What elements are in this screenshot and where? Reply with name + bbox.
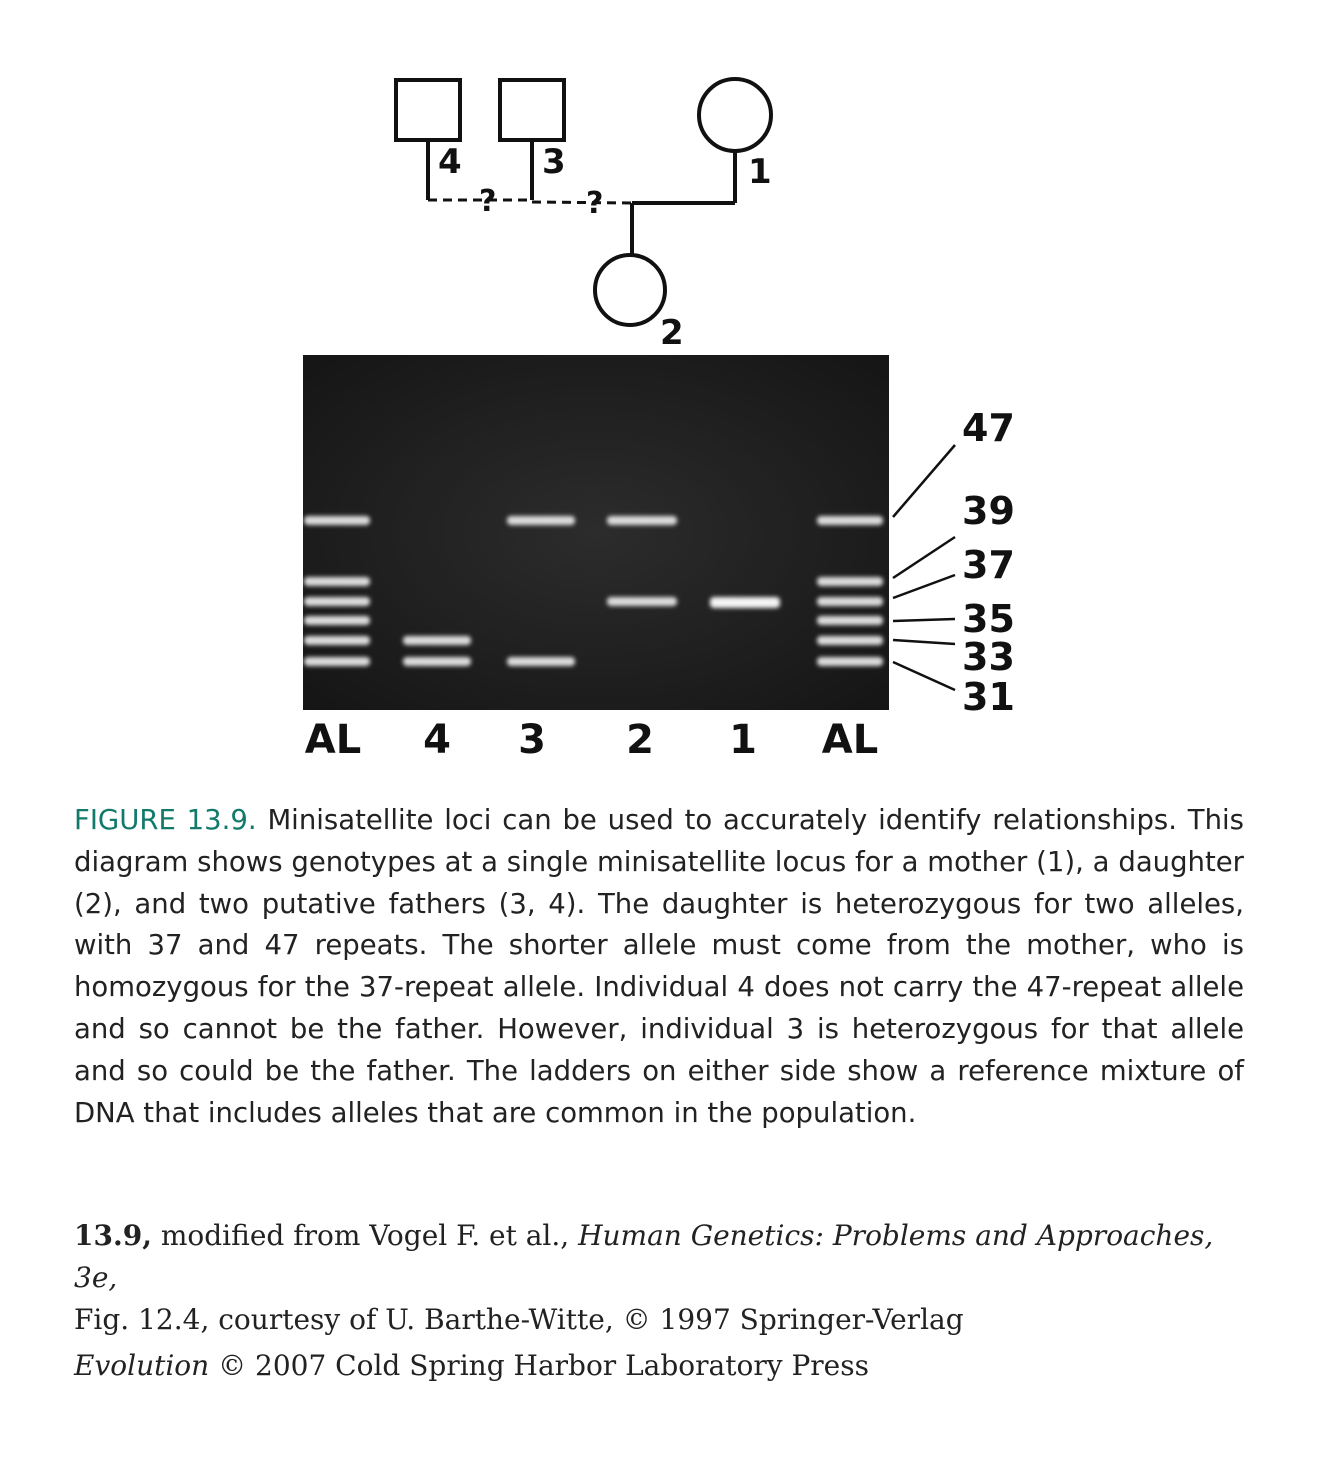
size-label-31: 31 xyxy=(962,675,1015,719)
footer-rest: © 2007 Cold Spring Harbor Laboratory Press xyxy=(209,1349,869,1382)
individual-4-label: 4 xyxy=(438,142,462,182)
lane-label-4: 4 xyxy=(423,717,451,763)
figure-caption xyxy=(74,800,1244,1134)
credit-pre: modified from Vogel F. et al., xyxy=(151,1219,579,1252)
gel-band-lane-1-3 xyxy=(304,597,370,606)
gel-band-lane-1-4 xyxy=(304,616,370,625)
size-label-39: 39 xyxy=(962,489,1015,533)
gel-band-lane-1-6 xyxy=(304,657,370,666)
lane-label-3: 3 xyxy=(518,717,546,763)
size-label-35: 35 xyxy=(962,597,1015,641)
gel-band-lane-3-2 xyxy=(507,657,575,666)
gel-band-lane-2-1 xyxy=(403,636,471,645)
size-leader-line-37 xyxy=(893,575,955,598)
size-leader-lines xyxy=(893,445,955,690)
gel-background xyxy=(303,355,889,710)
individual-1-label: 1 xyxy=(748,152,772,192)
gel-band-lane-1-5 xyxy=(304,636,370,645)
gel-band-lane-6-4 xyxy=(817,616,883,625)
size-leader-line-31 xyxy=(893,662,955,690)
caption-text: Minisatellite loci can be used to accurately identify relationships. This diagram shows genotypes at a single minisatellite locus for a mother (1), a daughter (2), and two putative fathers (3, 4). The daughter is heterozygous for two alleles, with 37 and 47 repeats. The shorter allele must come from the mother, who is homozygous for the 37-repeat allele. Individual 4 does not carry the 47-repeat allele and so cannot be the father. However, individual 3 is heterozygous for that allele and so could be the father. The ladders on either side show a reference mixture of DNA that includes alleles that are common in the population. xyxy=(74,804,1244,1129)
size-label-47: 47 xyxy=(962,406,1015,450)
gel-band-lane-3-1 xyxy=(507,516,575,525)
lane-label-1: 1 xyxy=(729,717,757,763)
individual-3-label: 3 xyxy=(542,142,566,182)
page-footer xyxy=(74,1345,1264,1387)
gel-band-lane-6-2 xyxy=(817,577,883,586)
individual-2-label: 2 xyxy=(660,313,684,353)
caption-label: FIGURE 13.9. xyxy=(74,804,257,836)
pedigree xyxy=(396,79,771,325)
size-leader-line-35 xyxy=(893,619,955,621)
size-leader-line-47 xyxy=(893,445,955,517)
uncertain-mark-4: ? xyxy=(479,184,497,219)
gel-band-lane-2-2 xyxy=(403,657,471,666)
footer-book-title: Evolution xyxy=(74,1349,210,1382)
gel-band-lane-4-2 xyxy=(607,597,677,606)
gel-band-lane-5-1 xyxy=(710,597,780,608)
individual-4-square xyxy=(396,80,460,140)
size-leader-line-39 xyxy=(893,537,955,578)
credit-number: 13.9, xyxy=(74,1219,152,1252)
size-label-33: 33 xyxy=(962,635,1015,679)
uncertain-mark-3: ? xyxy=(586,186,604,221)
gel-band-lane-6-1 xyxy=(817,516,883,525)
lane-label-al-right: AL xyxy=(821,717,879,763)
gel-band-lane-6-5 xyxy=(817,636,883,645)
individual-2-circle xyxy=(595,255,665,325)
size-leader-line-33 xyxy=(893,640,955,644)
individual-3-square xyxy=(500,80,564,140)
figure-credit xyxy=(74,1215,1264,1341)
gel-band-lane-4-1 xyxy=(607,516,677,525)
size-label-37: 37 xyxy=(962,543,1015,587)
credit-book-title: Human Genetics: Problems and Approaches, 3e, xyxy=(74,1219,1214,1294)
lane-label-al-left: AL xyxy=(304,717,362,763)
gel-band-lane-6-3 xyxy=(817,597,883,606)
gel-band-lane-1-1 xyxy=(304,516,370,525)
credit-post: Fig. 12.4, courtesy of U. Barthe-Witte, © 1997 Springer-Verlag xyxy=(74,1303,964,1336)
lane-label-2: 2 xyxy=(626,717,654,763)
uncertain-line-3 xyxy=(532,202,632,203)
individual-1-circle xyxy=(699,79,771,151)
gel-band-lane-6-6 xyxy=(817,657,883,666)
gel-band-lane-1-2 xyxy=(304,577,370,586)
